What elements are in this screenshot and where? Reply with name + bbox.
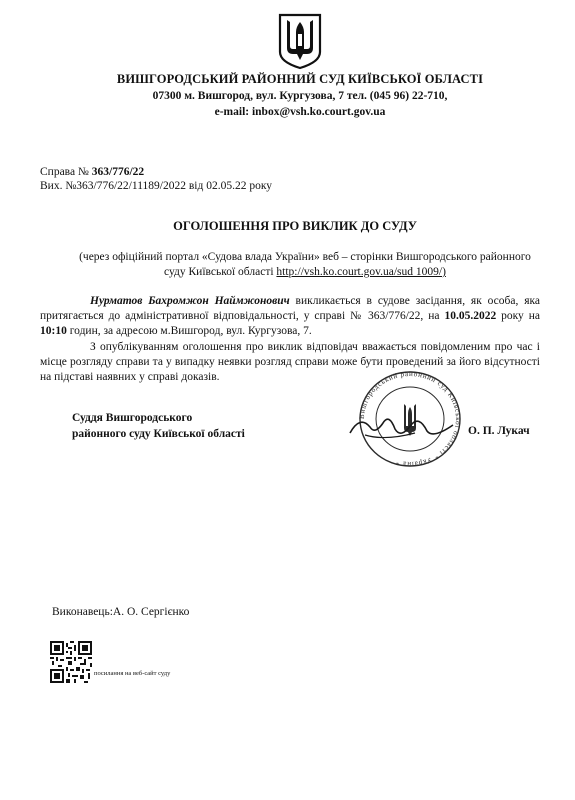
- hearing-time: 10:10: [40, 325, 67, 337]
- summons-text-b: року на: [496, 310, 541, 322]
- outgoing-date: 02.05.22 року: [206, 180, 273, 192]
- notice-title: ОГОЛОШЕННЯ ПРО ВИКЛИК ДО СУДУ: [173, 219, 417, 233]
- summons-text-a: викликається в судове засідання, як особа, яка притягається до адміністративної відповідальності, у справі № 363/776/22, на: [40, 295, 541, 322]
- notice-paragraph: З опублікуванням оголошення про виклик відповідач вважається повідомленим про час і місце розгляду справи та у випадку неявки розгляд справи може бути проведений за його відсутності на підставі наявних у справі доказів.: [40, 341, 540, 383]
- qr-caption: посилання на веб-сайт суду: [94, 670, 171, 677]
- defendant-name: Нурматов Бахромжон Наймжонович: [90, 295, 290, 307]
- hearing-date: 10.05.2022: [444, 310, 497, 322]
- case-label: Справа №: [40, 166, 89, 178]
- trident-icon: [277, 12, 323, 70]
- qr-code-icon[interactable]: [50, 641, 92, 683]
- case-reference: [40, 166, 144, 178]
- outgoing-label: Вих. №: [40, 180, 77, 192]
- judge-title-line2: районного суду Київської області: [72, 428, 245, 440]
- judge-title-line1: Суддя Вишгородського: [72, 412, 193, 424]
- outgoing-reference: [40, 180, 272, 192]
- notice-subtitle: [70, 250, 540, 280]
- summons-text-c: годин, за адресою м.Вишгород, вул. Кургузова, 7.: [66, 325, 312, 337]
- court-portal-link[interactable]: http://vsh.ko.court.gov.ua/sud 1009/): [276, 266, 446, 278]
- case-number: 363/776/22: [91, 166, 145, 178]
- seal-text: Вишгородський районний суд Київської області * Україна *: [357, 369, 463, 469]
- judge-name: О. П. Лукач: [468, 425, 530, 437]
- judge-title: [72, 410, 245, 442]
- summons-paragraph: [40, 294, 540, 339]
- court-address: 07300 м. Вишгород, вул. Кургузова, 7 тел. (045 96) 22-710,: [152, 90, 448, 102]
- executor: Виконавець:А. О. Сергієнко: [52, 606, 190, 618]
- subtitle-text: (через офіційний портал «Судова влада України» веб – сторінки Вишгородського районного суду Київської області: [79, 251, 531, 278]
- court-name: ВИШГОРОДСЬКИЙ РАЙОННИЙ СУД КИЇВСЬКОЇ ОБЛАСТІ: [116, 72, 484, 86]
- court-email: e-mail: inbox@vsh.ko.court.gov.ua: [214, 106, 386, 118]
- judge-signature: [345, 405, 460, 445]
- outgoing-number: 363/776/22/11189/2022: [76, 180, 186, 192]
- outgoing-date-label: від: [188, 180, 204, 192]
